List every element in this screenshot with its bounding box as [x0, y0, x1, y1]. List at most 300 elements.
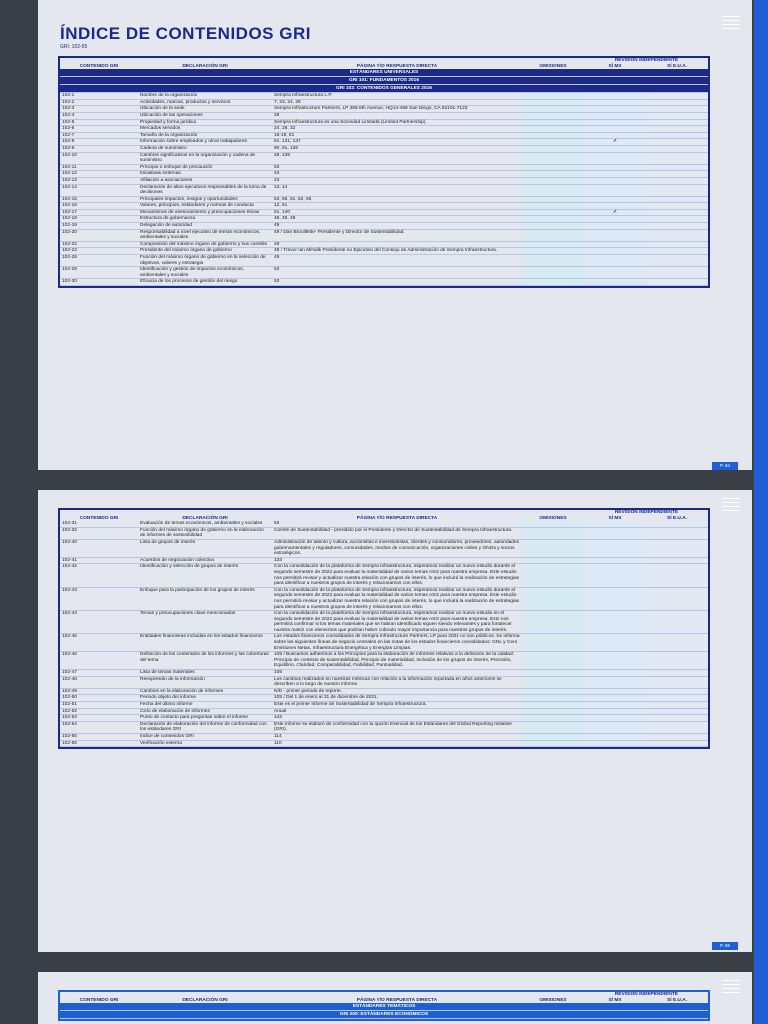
- col-header-si-eua: SÍ E.U.A.: [667, 63, 687, 69]
- review-us-cell: [646, 715, 708, 722]
- omission-cell: [522, 527, 584, 539]
- table-row: [60, 708, 708, 715]
- review-us-cell: [646, 119, 708, 126]
- gri-response: 90, 91, 136: [272, 145, 522, 152]
- gri-declaration: Identificación y selección de grupos de interés: [138, 564, 272, 587]
- gri-response: 49: [272, 255, 522, 267]
- col-header-contenido: CONTENIDO GRI: [79, 515, 119, 521]
- gri-declaration: Estructura de gobernanza: [138, 216, 272, 223]
- review-us-cell: [646, 132, 708, 139]
- gri-code: 102-9: [60, 145, 138, 152]
- omission-cell: [522, 702, 584, 709]
- gri-code: 102-29: [60, 267, 138, 279]
- omission-cell: [522, 177, 584, 184]
- review-us-cell: [646, 203, 708, 210]
- review-us-cell: [646, 267, 708, 279]
- gri-declaration: Evaluación de temas económicos, ambientales y sociales: [138, 521, 272, 527]
- gri-declaration: Tamaño de la organización: [138, 132, 272, 139]
- review-mx-cell: [584, 688, 646, 695]
- review-mx-cell: [584, 740, 646, 747]
- gri-response: 53: [272, 164, 522, 171]
- review-mx-cell: [584, 196, 646, 203]
- review-us-cell: [646, 241, 708, 248]
- gri-code: 102-50: [60, 695, 138, 702]
- table-row: [60, 93, 708, 100]
- page-title: ÍNDICE DE CONTENIDOS GRI: [60, 24, 311, 43]
- table-row: [60, 695, 708, 702]
- gri-code: 102-30: [60, 279, 138, 286]
- gri-declaration: Composición del máximo órgano de gobierno y sus comités: [138, 241, 272, 248]
- section-band-label: GRI 200: ESTÁNDARES ECONÓMICOS: [60, 1011, 708, 1019]
- gri-declaration: Afiliación a asociaciones: [138, 177, 272, 184]
- col-header-si-mx: SÍ MX: [608, 515, 622, 521]
- table-row: [60, 196, 708, 203]
- section-band: [60, 77, 708, 85]
- gri-declaration: Lista de grupos de interés: [138, 539, 272, 557]
- section-band: [60, 85, 708, 93]
- gri-code: 102-11: [60, 164, 138, 171]
- gri-code: 102-13: [60, 177, 138, 184]
- table-row: [60, 279, 708, 286]
- gri-declaration: Mercados servidos: [138, 126, 272, 133]
- gri-code: 102-53: [60, 715, 138, 722]
- omission-cell: [522, 132, 584, 139]
- review-mx-cell: [584, 670, 646, 677]
- review-mx-cell: [584, 721, 646, 733]
- review-us-cell: [646, 106, 708, 113]
- gri-response: Con la consolidación de la plataforma de Sempra Infraestructura, esperamos realizar un nuevo estudio durante el segundo semestre de 2022 para evaluar la materialidad de varios temas ASG para nuestra empresa. Este estudio nos permitirá revisar y actualizar nuestra relación con grupos de interés, lo que incluirá la realización de estrategias para identificar a nuestros grupos de interés y relacionarnos con ellos.: [272, 564, 522, 587]
- gri-code: 102-54: [60, 721, 138, 733]
- gri-declaration: Responsabilidad a nivel ejecutivo de temas económicos, ambientales y sociales: [138, 229, 272, 241]
- review-mx-cell: [584, 119, 646, 126]
- gri-response: 24, 28, 32: [272, 126, 522, 133]
- omission-cell: [522, 539, 584, 557]
- gri-code: 102-6: [60, 126, 138, 133]
- review-mx-cell: [584, 652, 646, 670]
- gri-code: 102-16: [60, 203, 138, 210]
- gri-response: 114: [272, 733, 522, 740]
- review-us-cell: [646, 634, 708, 652]
- gri-declaration: Enfoque para la participación de los grupos de interés: [138, 587, 272, 610]
- gri-response: 43: [272, 171, 522, 178]
- table-row: [60, 688, 708, 695]
- gri-declaration: Identificación y gestión de impactos económicos, ambientales y sociales: [138, 267, 272, 279]
- table-row: [60, 676, 708, 688]
- review-mx-cell: [584, 279, 646, 286]
- review-mx-cell: [584, 695, 646, 702]
- review-mx-cell: [584, 248, 646, 255]
- table-row: [60, 223, 708, 230]
- gri-declaration: Propiedad y forma jurídica: [138, 119, 272, 126]
- review-us-cell: [646, 112, 708, 119]
- omission-cell: [522, 209, 584, 216]
- col-header-pagina: PÁGINA Y/O RESPUESTA DIRECTA: [356, 515, 438, 521]
- review-us-cell: [646, 539, 708, 557]
- gri-code: 102-26: [60, 255, 138, 267]
- section-band: [60, 1011, 708, 1019]
- gri-index-table: [58, 508, 710, 749]
- page-subtitle: GRI: 102-55: [60, 44, 88, 50]
- table-row: [60, 145, 708, 152]
- menu-icon[interactable]: [722, 980, 740, 996]
- gri-declaration: Entidades financieras incluidas en los estados financieros: [138, 634, 272, 652]
- gri-code: 102-12: [60, 171, 138, 178]
- table-row: [60, 715, 708, 722]
- section-band: [60, 1003, 708, 1011]
- gri-response: 53: [272, 279, 522, 286]
- gri-declaration: Ciclo de elaboración de informes: [138, 708, 272, 715]
- omission-cell: [522, 106, 584, 113]
- review-mx-cell: [584, 676, 646, 688]
- gri-code: 102-43: [60, 587, 138, 610]
- gri-declaration: Temas y preocupaciones clave mencionados: [138, 611, 272, 634]
- gri-response: 142: [272, 715, 522, 722]
- gri-code: 102-17: [60, 209, 138, 216]
- gri-code: 102-47: [60, 670, 138, 677]
- omission-cell: [522, 126, 584, 133]
- omission-cell: [522, 652, 584, 670]
- gri-declaration: Iniciativas externas: [138, 171, 272, 178]
- gri-code: 102-5: [60, 119, 138, 126]
- gri-code: 102-22: [60, 241, 138, 248]
- review-mx-cell: [584, 132, 646, 139]
- review-mx-cell: [584, 702, 646, 709]
- gri-code: 102-7: [60, 132, 138, 139]
- omission-cell: [522, 279, 584, 286]
- gri-declaration: Información sobre empleados y otros trabajadores: [138, 139, 272, 146]
- col-header-declaracion: DECLARACIÓN GRI: [182, 63, 228, 69]
- omission-cell: [522, 119, 584, 126]
- col-header-pagina: PÁGINA Y/O RESPUESTA DIRECTA: [356, 63, 438, 69]
- gri-code: 102-14: [60, 184, 138, 196]
- review-mx-cell: [584, 611, 646, 634]
- section-band: [60, 69, 708, 77]
- review-us-cell: [646, 721, 708, 733]
- review-us-cell: [646, 184, 708, 196]
- gri-code: 102-2: [60, 99, 138, 106]
- gri-response: 105: [272, 670, 522, 677]
- gri-response: Los estados financieros consolidados de Sempra Infrastructure Partners, LP para 2021 no son públicos. Se informa sobre las siguientes líneas de negocio centrales en las notas de los estados financieros consolidados: GNL y Cero Emisiones Netas, Infraestructura Energética y Energías Limpias.: [272, 634, 522, 652]
- col-header-omisiones: OMISIONES: [539, 997, 567, 1003]
- gri-response: 16-19, 81: [272, 132, 522, 139]
- gri-declaration: Nombre de la organización: [138, 93, 272, 100]
- gri-code: 102-1: [60, 93, 138, 100]
- gri-response: N/D - primer periodo de reporte.: [272, 688, 522, 695]
- gri-response: 48: [272, 241, 522, 248]
- omission-cell: [522, 164, 584, 171]
- review-us-cell: [646, 177, 708, 184]
- gri-code: 102-55: [60, 733, 138, 740]
- table-row: [60, 112, 708, 119]
- review-us-cell: [646, 93, 708, 100]
- omission-cell: [522, 184, 584, 196]
- gri-response: 53: [272, 267, 522, 279]
- gri-code: 102-31: [60, 521, 138, 527]
- review-mx-cell: [584, 126, 646, 133]
- report-page-96: [38, 972, 752, 1024]
- gri-response: 7, 23, 24, 28: [272, 99, 522, 106]
- review-mx-cell: [584, 171, 646, 178]
- review-mx-cell: [584, 106, 646, 113]
- table-row: [60, 557, 708, 564]
- gri-code: 102-51: [60, 702, 138, 709]
- table-row: [60, 99, 708, 106]
- gri-declaration: Verificación externa: [138, 740, 272, 747]
- gri-response: 105 / Del 1 de enero al 31 de diciembre de 2021.: [272, 695, 522, 702]
- review-us-cell: [646, 708, 708, 715]
- gri-code: 102-45: [60, 634, 138, 652]
- table-row: [60, 177, 708, 184]
- review-us-cell: [646, 209, 708, 216]
- table-row: [60, 241, 708, 248]
- gri-response: 110: [272, 740, 522, 747]
- table-row: [60, 539, 708, 557]
- omission-cell: [522, 152, 584, 164]
- gri-response: Sempra Infraestructura es una Sociedad Limitada (Limited Partnership).: [272, 119, 522, 126]
- gri-response: Con la consolidación de la plataforma de Sempra Infraestructura, esperamos realizar un nuevo estudio durante el segundo semestre de 2022 para evaluar la materialidad de varios temas ASG para nuestra empresa. Este estudio nos permitirá revisar y actualizar nuestra relación con grupos de interés, lo que incluirá la realización de estrategias para identificar a nuestros grupos de interés y relacionarnos con ellos.: [272, 587, 522, 610]
- col-header-pagina: PÁGINA Y/O RESPUESTA DIRECTA: [356, 997, 438, 1003]
- gri-code: 102-49: [60, 688, 138, 695]
- gri-declaration: Delegación de autoridad: [138, 223, 272, 230]
- gri-response: Este es el primer Informe de Sustentabilidad de Sempra Infraestructura.: [272, 702, 522, 709]
- gri-response: 53: [272, 521, 522, 527]
- omission-cell: [522, 241, 584, 248]
- omission-cell: [522, 203, 584, 210]
- review-us-cell: [646, 248, 708, 255]
- table-row: [60, 209, 708, 216]
- omission-cell: [522, 112, 584, 119]
- gri-code: 102-23: [60, 248, 138, 255]
- review-mx-cell: [584, 152, 646, 164]
- report-page-94: [38, 0, 752, 470]
- review-us-cell: [646, 676, 708, 688]
- omission-cell: [522, 634, 584, 652]
- table-row: [60, 164, 708, 171]
- gri-declaration: Fecha del último informe: [138, 702, 272, 709]
- review-us-cell: [646, 587, 708, 610]
- gri-declaration: Índice de contenidos GRI: [138, 733, 272, 740]
- review-mx-cell: [584, 255, 646, 267]
- omission-cell: [522, 99, 584, 106]
- gri-declaration: Reexpresión de la información: [138, 676, 272, 688]
- table-row: [60, 255, 708, 267]
- omission-cell: [522, 93, 584, 100]
- review-mx-cell: [584, 527, 646, 539]
- table-row: [60, 106, 708, 113]
- gri-response: Administración de talento y cultura, accionistas e inversionistas, clientes y consumidores, proveedores, autoridades gubernamentales y reguladores, comunidades, medios de comunicación, organizaciones civiles y ONGs y socios estratégicos.: [272, 539, 522, 557]
- gri-declaration: Cambios significativos en la organización y cadena de suministro: [138, 152, 272, 164]
- review-us-cell: [646, 733, 708, 740]
- review-mx-cell: [584, 539, 646, 557]
- gri-code: 102-18: [60, 216, 138, 223]
- review-mx-cell: [584, 164, 646, 171]
- gri-response: 49: [272, 223, 522, 230]
- gri-declaration: Eficacia de los procesos de gestión del riesgo: [138, 279, 272, 286]
- review-us-cell: [646, 99, 708, 106]
- omission-cell: [522, 267, 584, 279]
- gri-code: 102-10: [60, 152, 138, 164]
- gri-response: 53, 56, 61, 62, 65: [272, 196, 522, 203]
- omission-cell: [522, 557, 584, 564]
- table-row: [60, 733, 708, 740]
- gri-declaration: Definición de los contenidos de los informes y las coberturas del tema: [138, 652, 272, 670]
- review-mx-cell: [584, 634, 646, 652]
- gri-declaration: Mecanismos de asesoramiento y preocupaciones éticas: [138, 209, 272, 216]
- review-us-cell: [646, 557, 708, 564]
- gri-code: 102-46: [60, 652, 138, 670]
- gri-declaration: Periodo objeto del informe: [138, 695, 272, 702]
- review-mx-cell: ✓: [584, 209, 646, 216]
- review-us-cell: [646, 688, 708, 695]
- table-row: [60, 670, 708, 677]
- review-mx-cell: [584, 564, 646, 587]
- table-row: [60, 587, 708, 610]
- review-mx-cell: [584, 112, 646, 119]
- gri-declaration: Función del máximo órgano de gobierno en la elaboración de informes de sostenibilidad: [138, 527, 272, 539]
- review-mx-cell: [584, 93, 646, 100]
- table-row: [60, 132, 708, 139]
- review-mx-cell: [584, 145, 646, 152]
- omission-cell: [522, 733, 584, 740]
- table-row: [60, 184, 708, 196]
- omission-cell: [522, 676, 584, 688]
- omission-cell: [522, 721, 584, 733]
- gri-index-table: [58, 990, 710, 1021]
- omission-cell: [522, 139, 584, 146]
- gri-response: 81, 131, 137: [272, 139, 522, 146]
- gri-code: 102-3: [60, 106, 138, 113]
- review-mx-cell: [584, 557, 646, 564]
- gri-declaration: Principales impactos, riesgos y oportunidades: [138, 196, 272, 203]
- omission-cell: [522, 223, 584, 230]
- gri-declaration: Lista de temas materiales: [138, 670, 272, 677]
- col-header-si-eua: SÍ E.U.A.: [667, 515, 687, 521]
- gri-code: 102-19: [60, 223, 138, 230]
- review-us-cell: [646, 152, 708, 164]
- table-row: [60, 702, 708, 709]
- review-us-cell: [646, 702, 708, 709]
- gri-code: 102-56: [60, 740, 138, 747]
- side-accent-strip: [754, 0, 768, 1024]
- gri-declaration: Ubicación de la sede: [138, 106, 272, 113]
- table-row: [60, 652, 708, 670]
- omission-cell: [522, 229, 584, 241]
- section-band-label: GRI 102: CONTENIDOS GENERALES 2016: [60, 85, 708, 93]
- table-row: [60, 119, 708, 126]
- gri-code: 102-48: [60, 676, 138, 688]
- gri-response: 51, 140: [272, 209, 522, 216]
- table-row: [60, 126, 708, 133]
- review-us-cell: [646, 164, 708, 171]
- gri-code: 102-52: [60, 708, 138, 715]
- gri-declaration: Cadena de suministro: [138, 145, 272, 152]
- table-row: [60, 564, 708, 587]
- gri-response: 133: [272, 557, 522, 564]
- gri-declaration: Actividades, marcas, productos y servicios: [138, 99, 272, 106]
- gri-response: 13, 14: [272, 184, 522, 196]
- gri-declaration: Declaración de elaboración del informe de conformidad con los estándares GRI: [138, 721, 272, 733]
- menu-icon[interactable]: [722, 498, 740, 514]
- gri-response: Sempra Infrastructure Partners, LP 488 8th Avenue, HQ14-458 San Diego, CA 92101-7123: [272, 106, 522, 113]
- table-row: [60, 171, 708, 178]
- omission-cell: [522, 255, 584, 267]
- table-row: [60, 152, 708, 164]
- review-us-cell: [646, 126, 708, 133]
- review-us-cell: [646, 223, 708, 230]
- table-row: [60, 740, 708, 747]
- gri-response: 48 / Trevor Ian Mihalik Presidente no Ejecutivo del Consejo de Administración de Sempra Infraestructura.: [272, 248, 522, 255]
- col-header-omisiones: OMISIONES: [539, 63, 567, 69]
- gri-code: 102-15: [60, 196, 138, 203]
- gri-index-table: [58, 56, 710, 288]
- review-us-cell: [646, 216, 708, 223]
- review-us-cell: [646, 611, 708, 634]
- omission-cell: [522, 564, 584, 587]
- col-header-si-mx: SÍ MX: [608, 63, 622, 69]
- col-header-omisiones: OMISIONES: [539, 515, 567, 521]
- table-row: [60, 248, 708, 255]
- review-us-cell: [646, 564, 708, 587]
- omission-cell: [522, 740, 584, 747]
- table-row: [60, 139, 708, 146]
- col-header-si-mx: SÍ MX: [608, 997, 622, 1003]
- gri-declaration: Ubicación de las operaciones: [138, 112, 272, 119]
- review-us-cell: [646, 145, 708, 152]
- col-header-contenido: CONTENIDO GRI: [79, 997, 119, 1003]
- report-page-95: [38, 490, 752, 952]
- review-us-cell: [646, 196, 708, 203]
- omission-cell: [522, 670, 584, 677]
- review-us-cell: [646, 139, 708, 146]
- gri-response: Este informe se elaboró de conformidad con la opción Esencial de los Estándares del Global Reporting Initiative (GRI).: [272, 721, 522, 733]
- gri-declaration: Presidente del máximo órgano de gobierno: [138, 248, 272, 255]
- gri-declaration: Valores, principios, estándares y normas de conducta: [138, 203, 272, 210]
- review-mx-cell: [584, 223, 646, 230]
- col-header-declaracion: DECLARACIÓN GRI: [182, 515, 228, 521]
- review-us-cell: [646, 229, 708, 241]
- omission-cell: [522, 715, 584, 722]
- table-row: [60, 634, 708, 652]
- review-mx-cell: [584, 184, 646, 196]
- omission-cell: [522, 587, 584, 610]
- gri-declaration: Cambios en la elaboración de informes: [138, 688, 272, 695]
- table-row: [60, 267, 708, 279]
- review-mx-cell: [584, 241, 646, 248]
- omission-cell: [522, 145, 584, 152]
- menu-icon[interactable]: [722, 16, 740, 32]
- table-row: [60, 611, 708, 634]
- gri-code: 102-4: [60, 112, 138, 119]
- review-header: REVISIÓN INDEPENDIENTE: [614, 510, 679, 515]
- gri-declaration: Principio o enfoque de precaución: [138, 164, 272, 171]
- gri-response: 43: [272, 177, 522, 184]
- gri-code: 102-44: [60, 611, 138, 634]
- table-row: [60, 203, 708, 210]
- table-row: [60, 229, 708, 241]
- gri-response: 28, 136: [272, 152, 522, 164]
- section-band-label: ESTÁNDARES TEMÁTICOS: [60, 1003, 708, 1011]
- gri-declaration: Acuerdos de negociación colectiva: [138, 557, 272, 564]
- gri-declaration: Función del máximo órgano de gobierno en la selección de objetivos, valores y estrategia: [138, 255, 272, 267]
- review-mx-cell: [584, 587, 646, 610]
- table-row: [60, 216, 708, 223]
- gri-code: 102-40: [60, 539, 138, 557]
- gri-response: 49 / Dan Brouillette- Presidente y Director de Sustentabilidad.: [272, 229, 522, 241]
- gri-code: 102-20: [60, 229, 138, 241]
- col-header-declaracion: DECLARACIÓN GRI: [182, 997, 228, 1003]
- review-us-cell: [646, 171, 708, 178]
- section-band-label: ESTÁNDARES UNIVERSALES: [60, 69, 708, 77]
